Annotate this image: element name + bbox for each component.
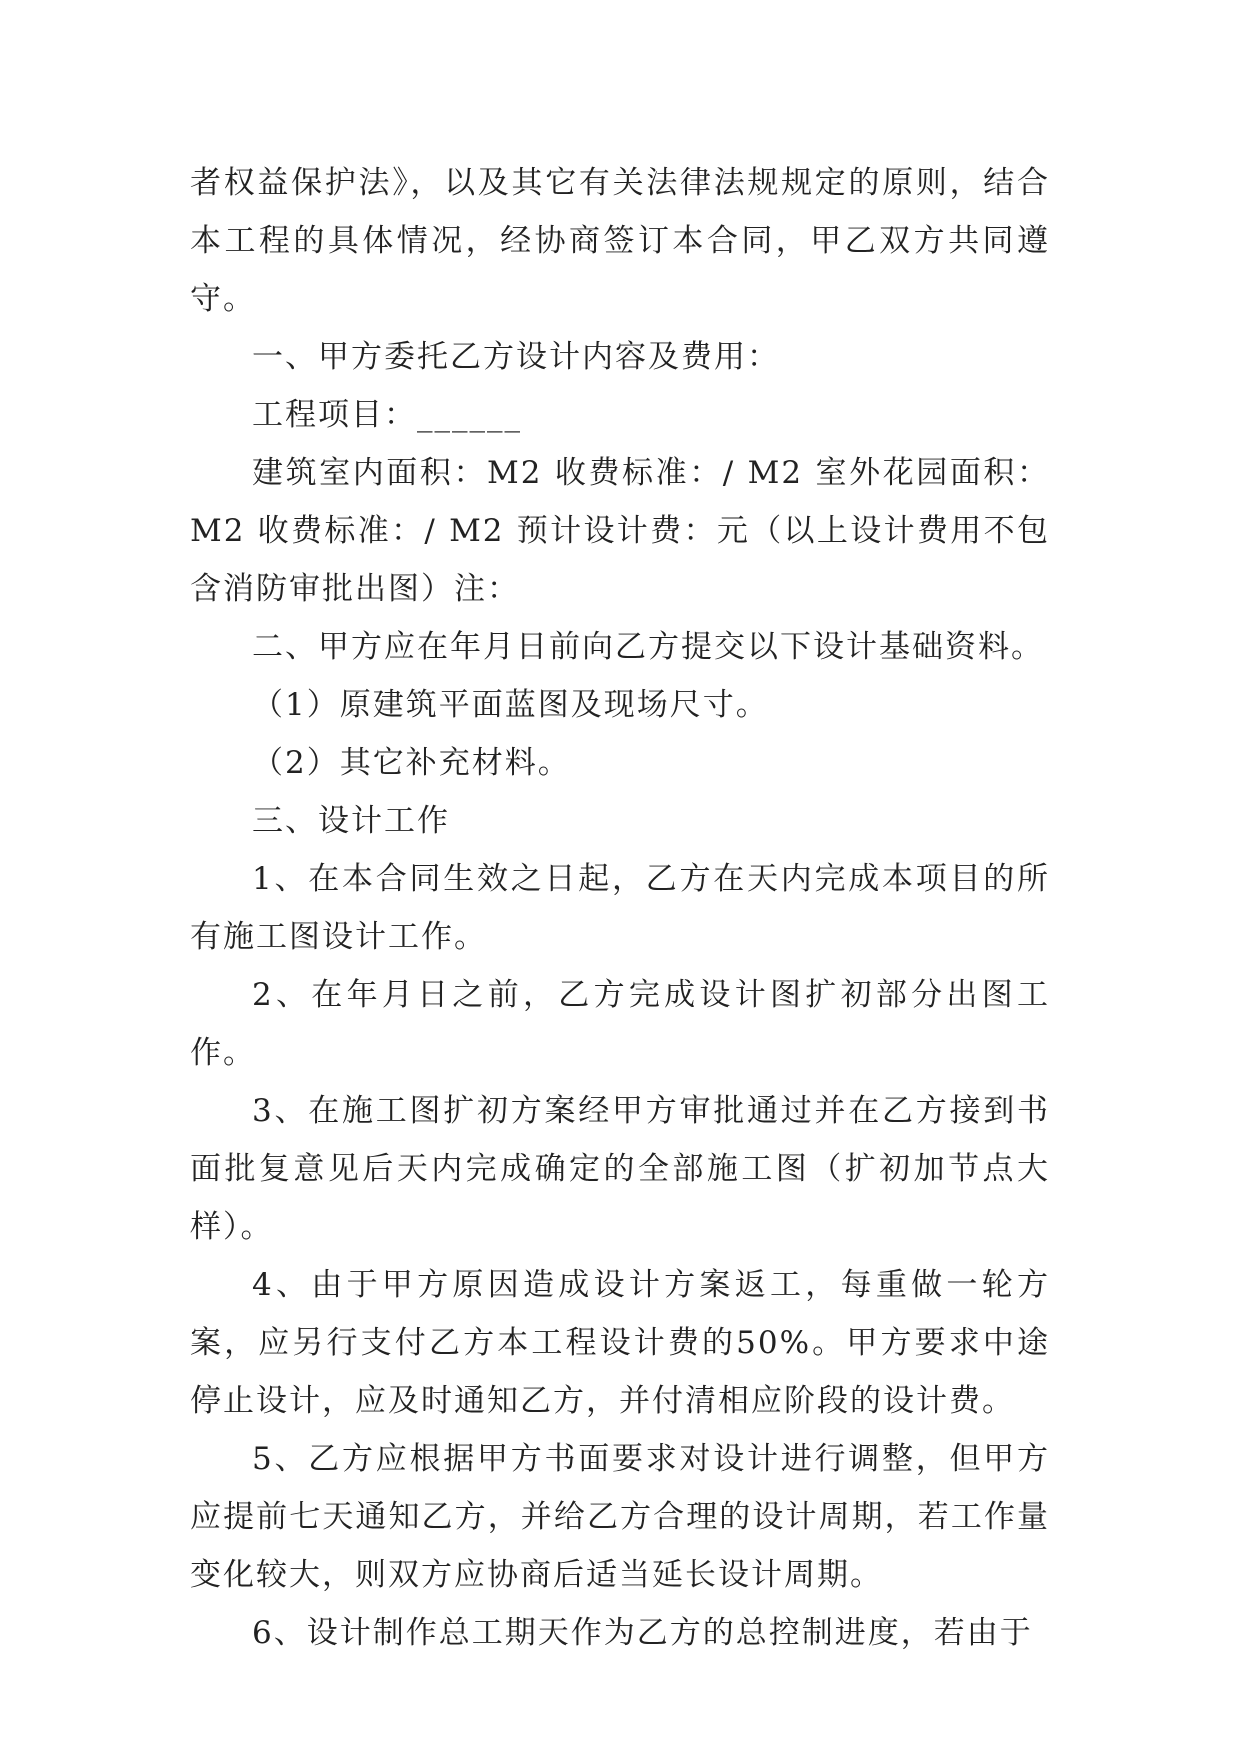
contract-body bbox=[190, 154, 1050, 1662]
area-fee-paragraph: 建筑室内面积：M2 收费标准：/ M2 室外花园面积：M2 收费标准：/ M2 预计设计费：元（以上设计费用不包含消防审批出图）注： bbox=[190, 455, 1050, 607]
clause-1: 1、在本合同生效之日起，乙方在天内完成本项目的所有施工图设计工作。 bbox=[190, 861, 1050, 955]
project-name-line: 工程项目：______ bbox=[252, 397, 522, 433]
section-heading-2: 二、甲方应在年月日前向乙方提交以下设计基础资料。 bbox=[252, 629, 1044, 665]
paragraph-continuation: 者权益保护法》，以及其它有关法律法规规定的原则，结合本工程的具体情况，经协商签订本合同，甲乙双方共同遵守。 bbox=[190, 165, 1050, 317]
clause-3: 3、在施工图扩初方案经甲方审批通过并在乙方接到书面批复意见后天内完成确定的全部施工图（扩初加节点大样）。 bbox=[190, 1093, 1050, 1245]
section-heading-3: 三、设计工作 bbox=[252, 803, 450, 839]
clause-6: 6、设计制作总工期天作为乙方的总控制进度，若由于 bbox=[252, 1615, 1033, 1651]
clause-2: 2、在年月日之前，乙方完成设计图扩初部分出图工作。 bbox=[190, 977, 1050, 1071]
material-item-2: （2）其它补充材料。 bbox=[252, 745, 571, 781]
clause-5: 5、乙方应根据甲方书面要求对设计进行调整，但甲方应提前七天通知乙方，并给乙方合理的设计周期，若工作量变化较大，则双方应协商后适当延长设计周期。 bbox=[190, 1441, 1050, 1593]
clause-4: 4、由于甲方原因造成设计方案返工，每重做一轮方案，应另行支付乙方本工程设计费的50%。甲方要求中途停止设计，应及时通知乙方，并付清相应阶段的设计费。 bbox=[190, 1267, 1050, 1419]
material-item-1: （1）原建筑平面蓝图及现场尺寸。 bbox=[252, 687, 769, 723]
section-heading-1: 一、甲方委托乙方设计内容及费用： bbox=[252, 339, 780, 375]
